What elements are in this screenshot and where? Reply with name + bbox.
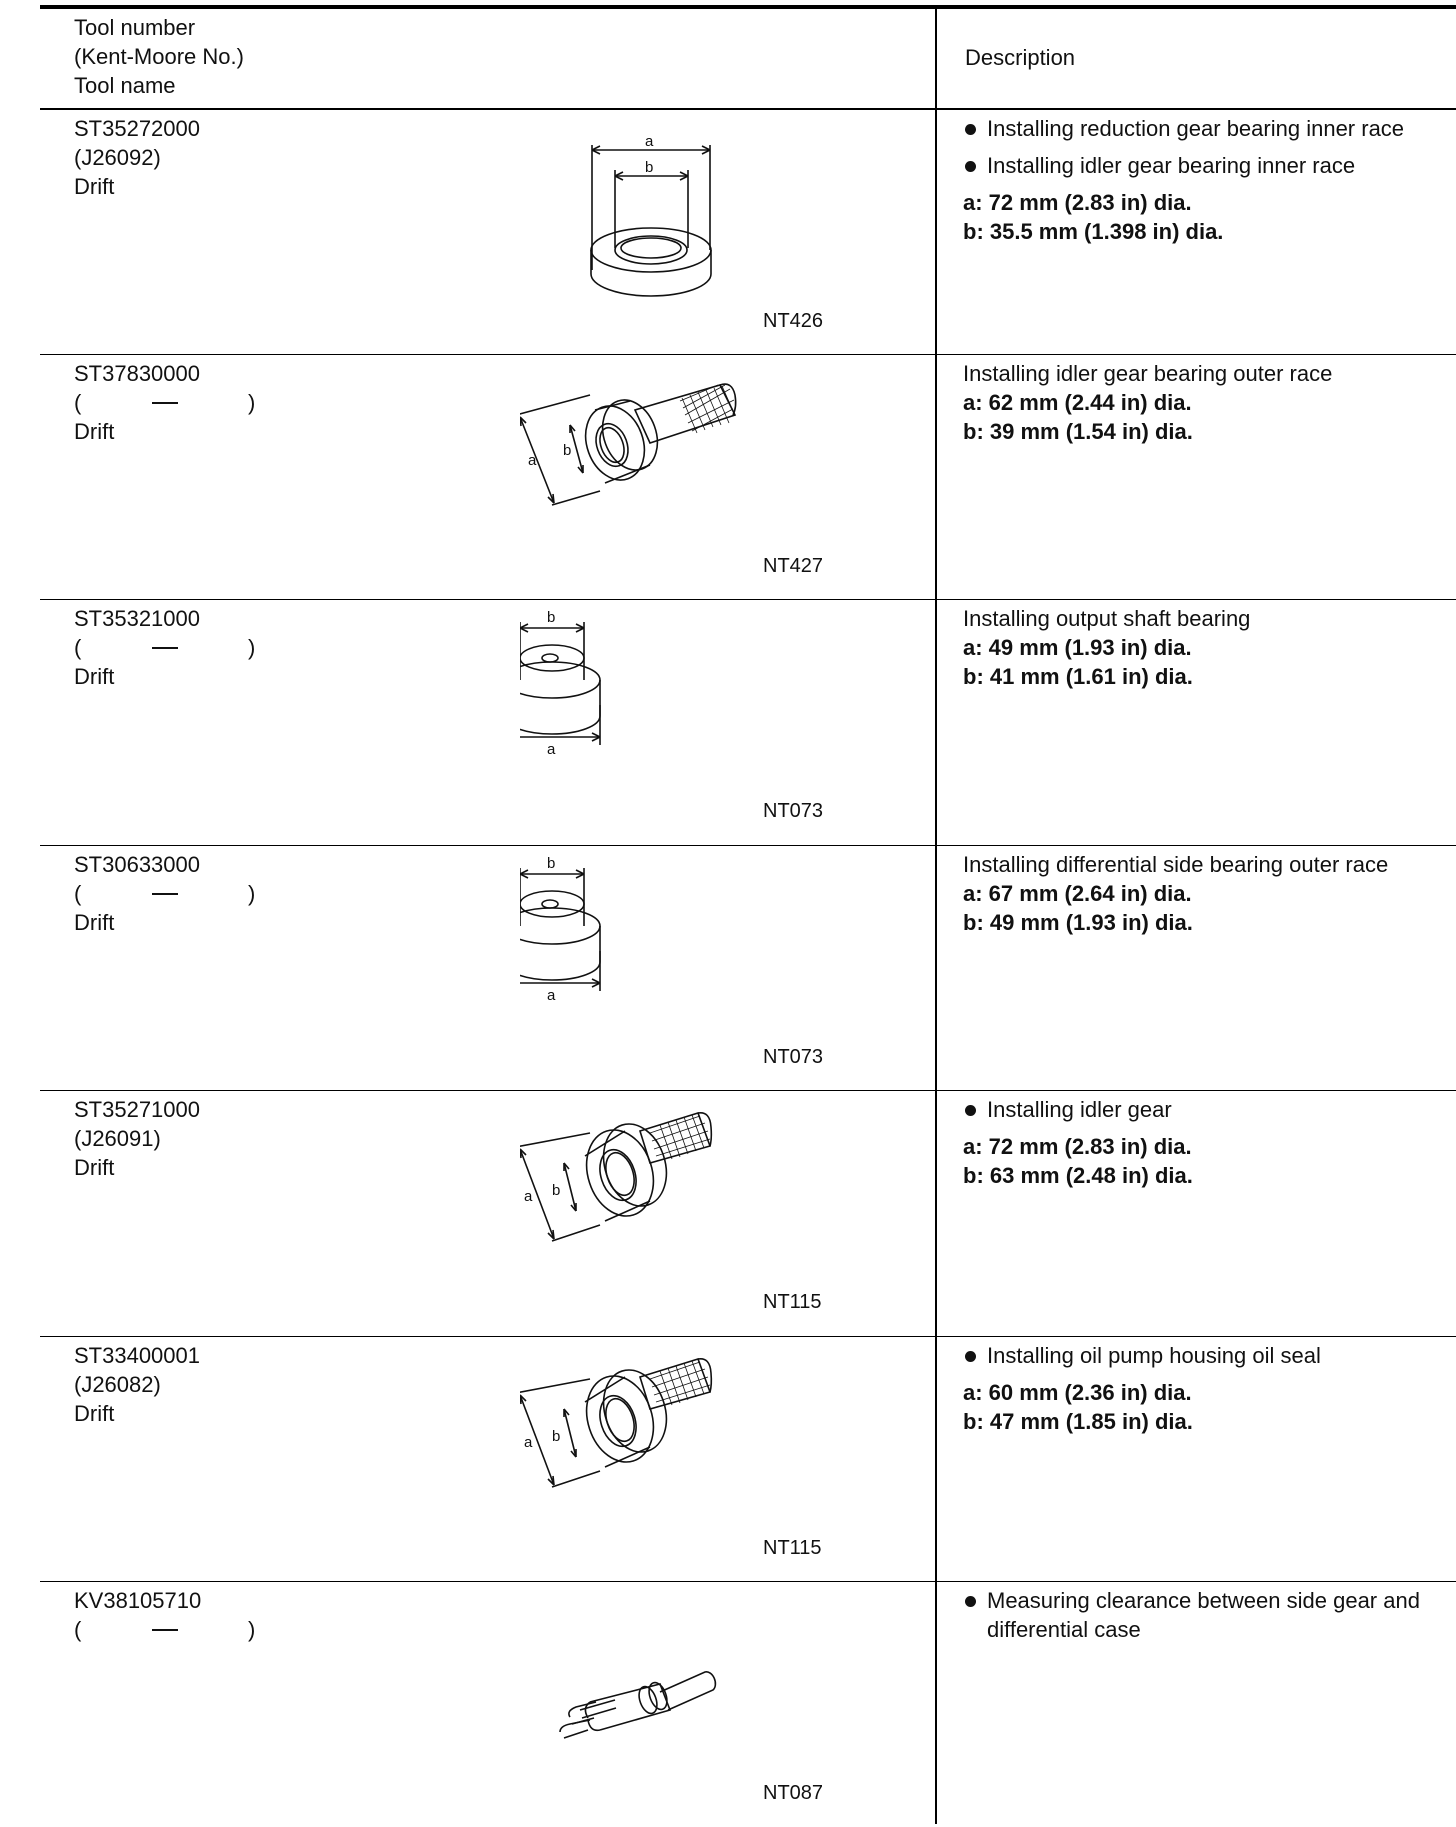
spec-a: a: 49 mm (1.93 in) dia. bbox=[963, 635, 1192, 660]
tool-row bbox=[40, 600, 1456, 845]
dimension-label-a: a bbox=[528, 452, 537, 469]
description-bullet: Measuring clearance between side gear and differential case bbox=[963, 1586, 1453, 1644]
dimension-label-b: b bbox=[563, 442, 572, 459]
tool-illustration bbox=[520, 365, 840, 565]
tool-name: Drift bbox=[74, 174, 115, 199]
description-use: Installing idler gear bearing outer race bbox=[963, 361, 1333, 386]
spec-b: b: 63 mm (2.48 in) dia. bbox=[963, 1163, 1193, 1188]
tool-number: ST33400001 bbox=[74, 1343, 200, 1368]
tool-id-cell bbox=[74, 114, 200, 201]
kent-moore-number-none bbox=[74, 633, 274, 662]
tool-row bbox=[40, 1091, 1456, 1336]
description-cell bbox=[963, 1341, 1453, 1436]
tool-row bbox=[40, 846, 1456, 1091]
tool-number: ST35271000 bbox=[74, 1097, 200, 1122]
paren-open: ( bbox=[74, 635, 82, 660]
tool-illustration bbox=[520, 610, 840, 810]
handled-drift-figure bbox=[520, 1347, 840, 1547]
kent-moore-number-none bbox=[74, 388, 274, 417]
tool-illustration bbox=[520, 1347, 840, 1547]
table-top-rule bbox=[40, 5, 1456, 9]
spec-b: b: 47 mm (1.85 in) dia. bbox=[963, 1409, 1193, 1434]
dimension-label-b: b bbox=[552, 1182, 561, 1199]
description-bullet: Installing oil pump housing oil seal bbox=[963, 1341, 1453, 1370]
description-bullet: Installing idler gear bbox=[963, 1095, 1453, 1124]
spec-b: b: 35.5 mm (1.398 in) dia. bbox=[963, 219, 1224, 244]
dimension-label-b: b bbox=[547, 856, 556, 872]
spec-a: a: 72 mm (2.83 in) dia. bbox=[963, 190, 1192, 215]
header-kent-moore: (Kent-Moore No.) bbox=[74, 44, 244, 69]
tool-row bbox=[40, 1582, 1456, 1827]
description-cell bbox=[963, 1095, 1453, 1190]
tool-illustration bbox=[520, 1592, 840, 1792]
tool-name: Drift bbox=[74, 1155, 115, 1180]
header-tool-columns bbox=[74, 13, 244, 100]
tool-id-cell bbox=[74, 850, 274, 937]
stepped-drift-figure bbox=[520, 610, 840, 810]
tool-illustration bbox=[520, 120, 840, 320]
paren-close: ) bbox=[248, 1617, 256, 1642]
special-service-tools-table bbox=[40, 5, 1456, 1824]
dimension-label-b: b bbox=[552, 1428, 561, 1445]
paren-close: ) bbox=[248, 635, 256, 660]
paren-close: ) bbox=[248, 390, 256, 415]
pin-tool-figure bbox=[520, 1592, 840, 1792]
none-dash bbox=[152, 402, 178, 404]
description-cell bbox=[963, 850, 1453, 937]
figure-code: NT115 bbox=[763, 1291, 822, 1313]
figure-code: NT073 bbox=[763, 1046, 824, 1068]
ring-drift-figure bbox=[520, 120, 840, 320]
header-tool-name: Tool name bbox=[74, 73, 176, 98]
kent-moore-number-none bbox=[74, 1615, 274, 1644]
paren-open: ( bbox=[74, 881, 82, 906]
tool-id-cell bbox=[74, 1095, 200, 1182]
dimension-label-a: a bbox=[524, 1188, 533, 1205]
kent-moore-number: (J26082) bbox=[74, 1372, 161, 1397]
tool-number: ST35321000 bbox=[74, 606, 200, 631]
none-dash bbox=[152, 647, 178, 649]
description-cell bbox=[963, 604, 1453, 691]
tool-id-cell bbox=[74, 1586, 274, 1644]
dimension-label-b: b bbox=[547, 610, 556, 626]
spec-a: a: 72 mm (2.83 in) dia. bbox=[963, 1134, 1192, 1159]
description-cell bbox=[963, 1586, 1453, 1652]
description-cell bbox=[963, 359, 1453, 446]
description-use: Installing differential side bearing outer race bbox=[963, 852, 1389, 877]
stepped-drift-figure bbox=[520, 856, 840, 1056]
tool-row bbox=[40, 110, 1456, 355]
description-bullet: Installing reduction gear bearing inner race bbox=[963, 114, 1453, 143]
description-use: Installing output shaft bearing bbox=[963, 606, 1251, 631]
paren-open: ( bbox=[74, 390, 82, 415]
none-dash bbox=[152, 893, 178, 895]
spec-a: a: 62 mm (2.44 in) dia. bbox=[963, 390, 1192, 415]
dimension-label-a: a bbox=[547, 741, 556, 758]
tool-number: ST35272000 bbox=[74, 116, 200, 141]
kent-moore-number: (J26092) bbox=[74, 145, 161, 170]
tool-illustration bbox=[520, 856, 840, 1056]
tool-name: Drift bbox=[74, 1401, 115, 1426]
description-bullet: Installing idler gear bearing inner race bbox=[963, 151, 1453, 180]
figure-code: NT427 bbox=[763, 555, 824, 577]
dimension-label-a: a bbox=[547, 987, 556, 1004]
tool-name: Drift bbox=[74, 910, 115, 935]
figure-code: NT087 bbox=[763, 1782, 824, 1804]
tool-id-cell bbox=[74, 604, 274, 691]
tool-row bbox=[40, 1337, 1456, 1582]
handled-drift-figure bbox=[520, 365, 840, 565]
dimension-label-a: a bbox=[524, 1434, 533, 1451]
header-tool-number: Tool number bbox=[74, 15, 196, 40]
spec-b: b: 49 mm (1.93 in) dia. bbox=[963, 910, 1193, 935]
tool-row bbox=[40, 355, 1456, 600]
figure-code: NT115 bbox=[763, 1537, 822, 1559]
tool-number: KV38105710 bbox=[74, 1588, 202, 1613]
kent-moore-number-none bbox=[74, 879, 274, 908]
tool-number: ST37830000 bbox=[74, 361, 200, 386]
tool-id-cell bbox=[74, 359, 274, 446]
none-dash bbox=[152, 1629, 178, 1631]
spec-a: a: 67 mm (2.64 in) dia. bbox=[963, 881, 1192, 906]
header-description: Description bbox=[965, 45, 1076, 70]
tool-number: ST30633000 bbox=[74, 852, 200, 877]
figure-code: NT426 bbox=[763, 310, 824, 332]
dimension-label-a: a bbox=[645, 133, 654, 150]
tool-name: Drift bbox=[74, 419, 115, 444]
tool-id-cell bbox=[74, 1341, 200, 1428]
tool-illustration bbox=[520, 1101, 840, 1301]
spec-b: b: 39 mm (1.54 in) dia. bbox=[963, 419, 1193, 444]
dimension-label-b: b bbox=[645, 159, 654, 176]
paren-open: ( bbox=[74, 1617, 82, 1642]
handled-drift-figure bbox=[520, 1101, 840, 1301]
paren-close: ) bbox=[248, 881, 256, 906]
spec-a: a: 60 mm (2.36 in) dia. bbox=[963, 1380, 1192, 1405]
figure-code: NT073 bbox=[763, 800, 824, 822]
kent-moore-number: (J26091) bbox=[74, 1126, 161, 1151]
spec-b: b: 41 mm (1.61 in) dia. bbox=[963, 664, 1193, 689]
tool-name: Drift bbox=[74, 664, 115, 689]
description-cell bbox=[963, 114, 1453, 246]
